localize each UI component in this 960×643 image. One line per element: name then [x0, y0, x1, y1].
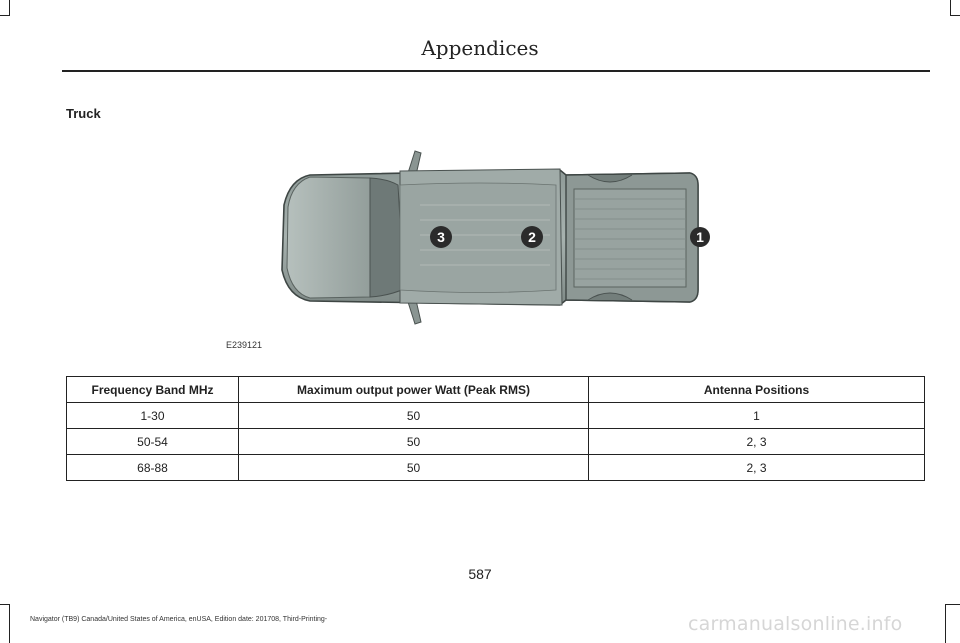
table-row [67, 455, 925, 481]
section-heading: Truck [66, 106, 101, 121]
page-number: 587 [468, 566, 492, 582]
page-title: Appendices [421, 36, 539, 60]
crop-mark [9, 0, 10, 16]
svg-text:3: 3 [437, 229, 445, 245]
table-cell: 50-54 [67, 429, 239, 455]
crop-mark [9, 604, 10, 643]
truck-top-view-illustration [270, 145, 710, 330]
callout-1 [690, 227, 710, 247]
crop-mark [945, 604, 960, 605]
table-cell: 2, 3 [589, 455, 925, 481]
crop-mark [0, 15, 10, 16]
crop-mark [0, 604, 10, 605]
crop-mark [950, 0, 951, 16]
table-cell: 2, 3 [589, 429, 925, 455]
header-divider [62, 70, 930, 72]
figure-code: E239121 [226, 340, 263, 350]
svg-text:2: 2 [528, 229, 536, 245]
footer-edition-note: Navigator (TB9) Canada/United States of America, enUSA, Edition date: 201708, Third-Printing- [30, 616, 328, 623]
table-cell: 50 [239, 429, 589, 455]
svg-text:1: 1 [696, 229, 704, 245]
table-row [67, 429, 925, 455]
table-row [67, 403, 925, 429]
table-cell: 1 [589, 403, 925, 429]
callout-2 [521, 226, 543, 248]
table-cell: 1-30 [67, 403, 239, 429]
table-header-row [67, 377, 925, 403]
crop-mark [945, 604, 946, 643]
column-header: Antenna Positions [589, 377, 925, 403]
column-header: Frequency Band MHz [67, 377, 239, 403]
callout-3 [430, 226, 452, 248]
column-header: Maximum output power Watt (Peak RMS) [239, 377, 589, 403]
table-cell: 50 [239, 403, 589, 429]
antenna-frequency-table [66, 376, 925, 481]
watermark: carmanualsonline.info [688, 613, 903, 635]
table-cell: 50 [239, 455, 589, 481]
table-cell: 68-88 [67, 455, 239, 481]
crop-mark [950, 15, 960, 16]
